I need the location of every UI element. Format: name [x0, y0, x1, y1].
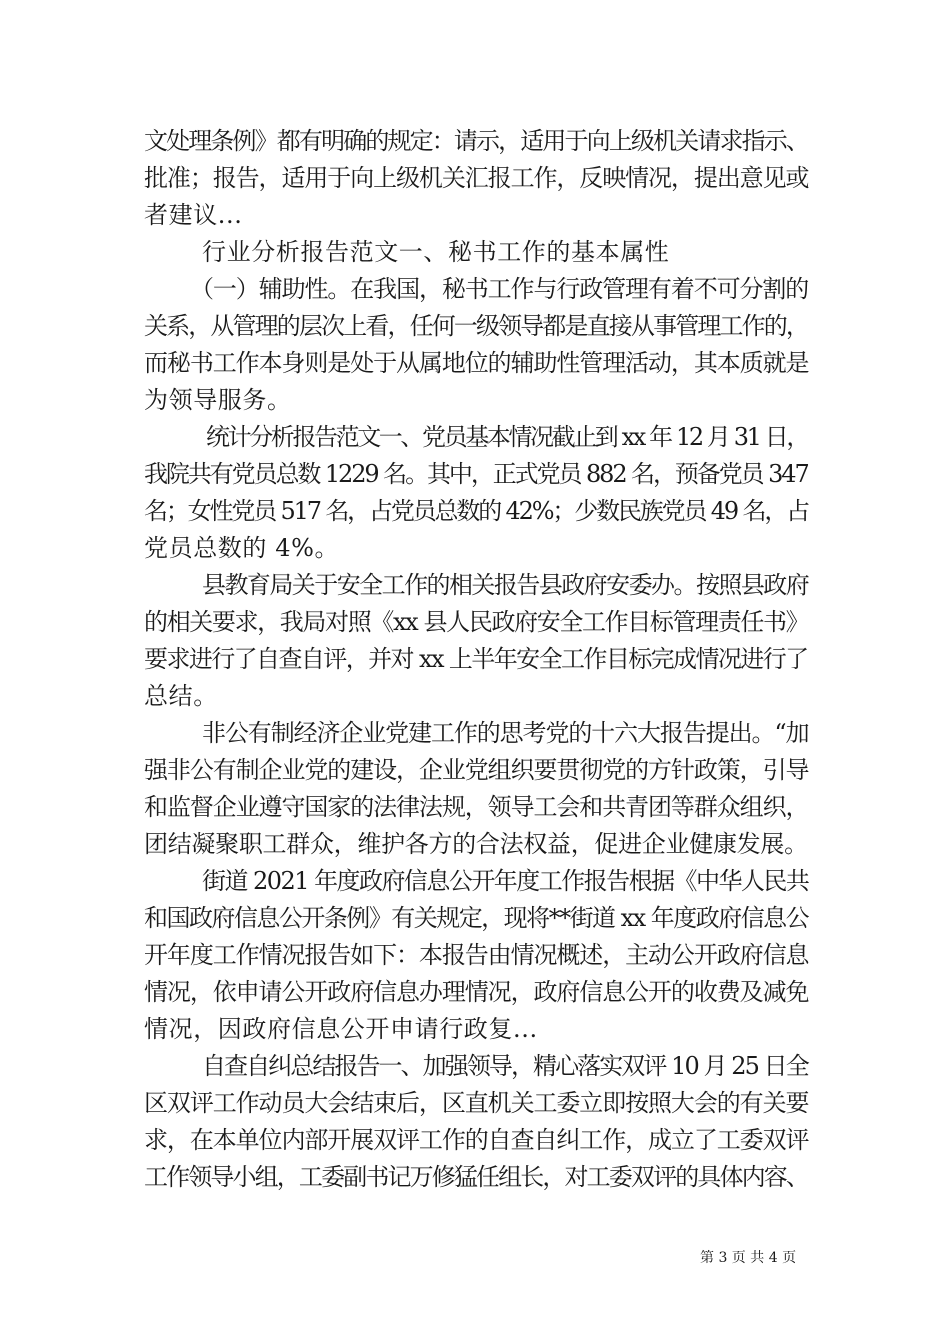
paragraph-line: 工作领导小组，工委副书记万修猛任组长，对工委双评的具体内容、	[144, 1163, 808, 1191]
paragraph-line: 为领导服务。	[144, 386, 292, 414]
paragraph-line: 总结。	[144, 682, 218, 710]
paragraph-line: 自查自纠总结报告一、加强领导，精心落实双评 10 月 25 日全	[202, 1052, 808, 1080]
paragraph-line: 要求进行了自查自评，并对 xx 上半年安全工作目标完成情况进行了	[144, 645, 808, 673]
paragraph-line: 和国政府信息公开条例》有关规定，现将**街道 xx 年度政府信息公	[144, 904, 809, 932]
paragraph-line: 我院共有党员总数 1229 名。其中，正式党员 882 名，预备党员 347	[144, 460, 808, 488]
paragraph-line: 的相关要求，我局对照《xx 县人民政府安全工作目标管理责任书》	[144, 608, 809, 636]
paragraph-line: 求，在本单位内部开展双评工作的自查自纠工作，成立了工委双评	[144, 1126, 809, 1154]
page-number: 第 3 页 共 4 页	[700, 1250, 797, 1266]
paragraph-line: 文处理条例》都有明确的规定：请示，适用于向上级机关请求指示、	[144, 127, 808, 155]
paragraph-line: 名；女性党员 517 名，占党员总数的 42%；少数民族党员 49 名，占	[144, 497, 809, 525]
paragraph-line: 关系，从管理的层次上看，任何一级领导都是直接从事管理工作的，	[144, 312, 808, 340]
paragraph-line: 区双评工作动员大会结束后，区直机关工委立即按照大会的有关要	[144, 1089, 809, 1117]
paragraph-line: 强非公有制企业党的建设，企业党组织要贯彻党的方针政策，引导	[144, 756, 809, 784]
paragraph-line: 者建议...	[144, 201, 243, 229]
paragraph-line: 非公有制经济企业党建工作的思考党的十六大报告提出。“加	[202, 719, 809, 747]
section-heading: 行业分析报告范文一、秘书工作的基本属性	[202, 238, 670, 266]
paragraph-line: 开年度工作情况报告如下：本报告由情况概述，主动公开政府信息	[144, 941, 809, 969]
paragraph-line: 情况，因政府信息公开申请行政复...	[144, 1015, 538, 1043]
paragraph-line: 批准；报告，适用于向上级机关汇报工作，反映情况，提出意见或	[144, 164, 809, 192]
paragraph-line: 和监督企业遵守国家的法律法规，领导工会和共青团等群众组织，	[144, 793, 809, 821]
paragraph-line: 情况，依申请公开政府信息办理情况，政府信息公开的收费及减免	[144, 978, 809, 1006]
paragraph-line: 党员总数的 4%。	[144, 534, 340, 562]
paragraph-line: （一）辅助性。在我国，秘书工作与行政管理有着不可分割的	[190, 275, 809, 303]
paragraph-line: 街道 2021 年度政府信息公开年度工作报告根据《中华人民共	[202, 867, 809, 895]
paragraph-line: 团结凝聚职工群众，维护各方的合法权益，促进企业健康发展。	[144, 830, 808, 858]
paragraph-line: 县教育局关于安全工作的相关报告县政府安委办。按照县政府	[202, 571, 809, 599]
paragraph-line: 统计分析报告范文一、党员基本情况截止到 xx 年 12 月 31 日，	[206, 423, 808, 451]
paragraph-line: 而秘书工作本身则是处于从属地位的辅助性管理活动，其本质就是	[144, 349, 809, 377]
